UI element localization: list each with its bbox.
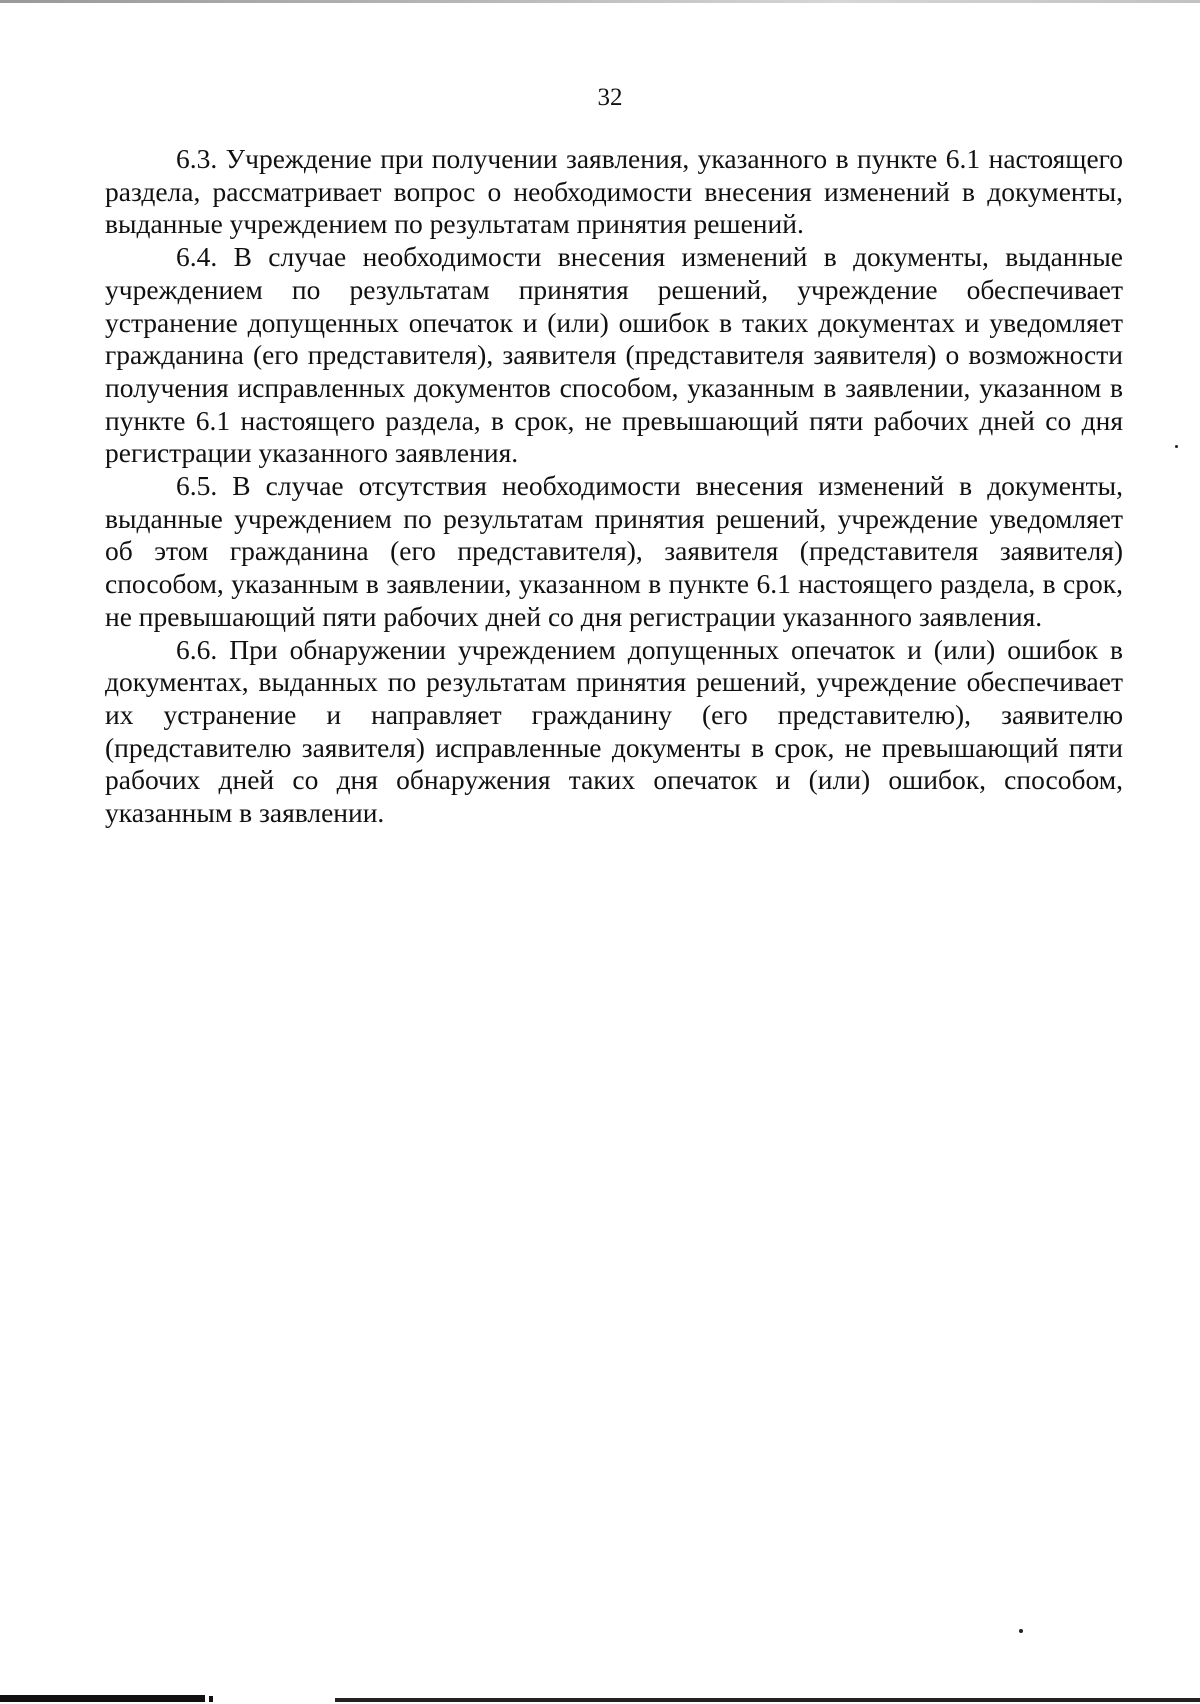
paragraph-6-6: 6.6. При обнаружении учреждением допущенных опечаток и (или) ошибок в документах, выданных по результатам принятия решений, учреждение обеспечивает их устранение и направляет гражданину (его представителю), заявителю (представителю заявителя) исправленные документы в срок, не превышающий пяти рабочих дней со дня обнаружения таких опечаток и (или) ошибок, способом, указанным в заявлении.: [105, 633, 1123, 829]
page-number: 32: [597, 84, 623, 111]
paragraph-6-5: 6.5. В случае отсутствия необходимости внесения изменений в документы, выданные учреждением по результатам принятия решений, учреждение уведомляет об этом гражданина (его представителя), заявителя (представителя заявителя) способом, указанным в заявлении, указанном в пункте 6.1 настоящего раздела, в срок, не превышающий пяти рабочих дней со дня регистрации указанного заявления.: [105, 470, 1123, 632]
scan-speck: [1019, 1629, 1023, 1633]
document-body: [105, 143, 1123, 830]
scan-top-edge: [0, 0, 1200, 3]
paragraph-6-3: 6.3. Учреждение при получении заявления, указанного в пункте 6.1 настоящего раздела, рассматривает вопрос о необходимости внесения изменений в документы, выданные учреждением по результатам принятия решений.: [105, 143, 1123, 240]
scan-edge-bar: [0, 1695, 205, 1702]
scan-bottom-edge: [0, 1693, 1200, 1704]
paragraph-6-4: 6.4. В случае необходимости внесения изменений в документы, выданные учреждением по результатам принятия решений, учреждение обеспечивает устранение допущенных опечаток и (или) ошибок в таких документах и уведомляет гражданина (его представителя), заявителя (представителя заявителя) о возможности получения исправленных документов способом, указанным в заявлении, указанном в пункте 6.1 настоящего раздела, в срок, не превышающий пяти рабочих дней со дня регистрации указанного заявления.: [105, 241, 1123, 469]
scan-edge-bar: [335, 1698, 1200, 1702]
scan-speck: [1175, 445, 1178, 448]
scan-edge-mark: [209, 1696, 213, 1702]
